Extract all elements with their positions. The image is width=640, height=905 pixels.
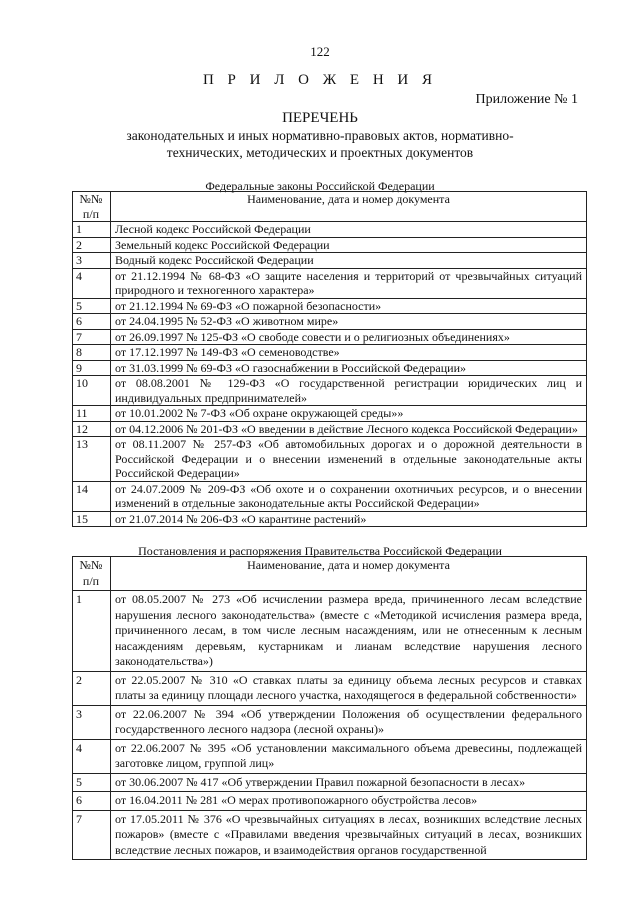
table-row — [73, 376, 587, 406]
row-text: Лесной кодекс Российской Федерации — [111, 222, 587, 238]
header-name: Наименование, дата и номер документа — [111, 192, 587, 222]
table-row — [73, 360, 587, 376]
table-row — [73, 671, 587, 705]
row-text: от 24.07.2009 № 209-ФЗ «Об охоте и о сохранении охотничьих ресурсов, и о внесении изменений в отдельные законодательные акты Российской Федерации» — [111, 481, 587, 511]
row-text: от 21.12.1994 № 68-ФЗ «О защите населения и территорий от чрезвычайных ситуаций природного и техногенного характера» — [111, 268, 587, 298]
row-text: от 22.05.2007 № 310 «О ставках платы за единицу объема лесных ресурсов и ставках платы за единицу площади лесного участка, находящегося в федеральной собственности» — [111, 671, 587, 705]
row-text: от 24.04.1995 № 52-ФЗ «О животном мире» — [111, 314, 587, 330]
list-subtitle: законодательных и иных нормативно-правовых актов, нормативно-технических, методических и проектных документов — [126, 128, 514, 160]
row-num: 12 — [73, 421, 111, 437]
government-acts-table — [72, 556, 587, 860]
row-num: 3 — [73, 253, 111, 269]
row-text: от 26.09.1997 № 125-ФЗ «О свободе совести и о религиозных объединениях» — [111, 329, 587, 345]
row-num: 10 — [73, 376, 111, 406]
row-num: 1 — [73, 222, 111, 238]
row-text: от 31.03.1999 № 69-ФЗ «О газоснабжении в Российской Федерации» — [111, 360, 587, 376]
row-num: 14 — [73, 481, 111, 511]
appendix-label: Приложение № 1 — [475, 92, 578, 107]
table-row — [73, 421, 587, 437]
table-row — [73, 406, 587, 422]
row-text: Земельный кодекс Российской Федерации — [111, 237, 587, 253]
row-num: 2 — [73, 237, 111, 253]
row-num: 15 — [73, 511, 111, 527]
row-num: 5 — [73, 298, 111, 314]
row-num: 4 — [73, 268, 111, 298]
table-row — [73, 739, 587, 773]
table-row — [73, 810, 587, 860]
table-header-row — [73, 192, 587, 222]
row-text: от 30.06.2007 № 417 «Об утверждении Правил пожарной безопасности в лесах» — [111, 773, 587, 792]
table-row — [73, 345, 587, 361]
row-num: 8 — [73, 345, 111, 361]
row-num: 4 — [73, 739, 111, 773]
row-num: 3 — [73, 705, 111, 739]
table-row — [73, 329, 587, 345]
federal-laws-caption: Федеральные законы Российской Федерации — [205, 179, 435, 193]
header-num: №№ п/п — [73, 557, 111, 591]
row-num: 6 — [73, 314, 111, 330]
row-num: 5 — [73, 773, 111, 792]
row-text: от 08.05.2007 № 273 «Об исчислении размера вреда, причиненного лесам вследствие нарушения лесного законодательства» (вместе с «Методикой исчисления размера вреда, причиненного лесам, в том числе лесным насаждениям, или не отнесенным к лесным насаждениям деревьям, кустарникам и лианам вследствие нарушения лесного законодательства») — [111, 591, 587, 672]
table-row — [73, 511, 587, 527]
row-text: от 21.07.2014 № 206-ФЗ «О карантине растений» — [111, 511, 587, 527]
row-text: от 04.12.2006 № 201-ФЗ «О введении в действие Лесного кодекса Российской Федерации» — [111, 421, 587, 437]
table-row — [73, 314, 587, 330]
table-row — [73, 705, 587, 739]
federal-laws-table — [72, 191, 587, 527]
table-row — [73, 268, 587, 298]
row-num: 13 — [73, 437, 111, 482]
table-row — [73, 773, 587, 792]
row-num: 2 — [73, 671, 111, 705]
table-row — [73, 222, 587, 238]
table-row — [73, 481, 587, 511]
row-num: 9 — [73, 360, 111, 376]
row-num: 1 — [73, 591, 111, 672]
appendices-heading: П Р И Л О Ж Е Н И Я — [202, 72, 438, 88]
row-text: от 22.06.2007 № 395 «Об установлении максимального объема древесины, подлежащей заготовке лицом, группой лиц» — [111, 739, 587, 773]
row-text: от 17.05.2011 № 376 «О чрезвычайных ситуациях в лесах, возникших вследствие лесных пожаров» (вместе с «Правилами введения чрезвычайных ситуаций в лесах, возникших вследствие лесных пожаров, и взаимодействия органов государственной — [111, 810, 587, 860]
row-text: от 16.04.2011 № 281 «О мерах противопожарного обустройства лесов» — [111, 792, 587, 811]
row-num: 7 — [73, 329, 111, 345]
row-num: 11 — [73, 406, 111, 422]
header-name: Наименование, дата и номер документа — [111, 557, 587, 591]
table-row — [73, 591, 587, 672]
row-text: от 08.11.2007 № 257-ФЗ «Об автомобильных дорогах и о дорожной деятельности в Российской Федерации и о внесении изменений в отдельные законодательные акты Российской Федерации» — [111, 437, 587, 482]
table-row — [73, 792, 587, 811]
row-num: 6 — [73, 792, 111, 811]
row-text: от 22.06.2007 № 394 «Об утверждении Положения об осуществлении федерального государственного лесного надзора (лесной охраны)» — [111, 705, 587, 739]
table-header-row — [73, 557, 587, 591]
table-row — [73, 237, 587, 253]
row-text: от 10.01.2002 № 7-ФЗ «Об охране окружающей среды»» — [111, 406, 587, 422]
row-text: от 21.12.1994 № 69-ФЗ «О пожарной безопасности» — [111, 298, 587, 314]
row-text: от 17.12.1997 № 149-ФЗ «О семеноводстве» — [111, 345, 587, 361]
page-number: 122 — [310, 44, 330, 59]
government-acts-caption: Постановления и распоряжения Правительства Российской Федерации — [138, 544, 502, 558]
table-row — [73, 437, 587, 482]
row-text: Водный кодекс Российской Федерации — [111, 253, 587, 269]
row-text: от 08.08.2001 № 129-ФЗ «О государственной регистрации юридических лиц и индивидуальных предпринимателей» — [111, 376, 587, 406]
table-row — [73, 253, 587, 269]
row-num: 7 — [73, 810, 111, 860]
table-row — [73, 298, 587, 314]
header-num: №№ п/п — [73, 192, 111, 222]
list-title: ПЕРЕЧЕНЬ — [282, 110, 358, 126]
